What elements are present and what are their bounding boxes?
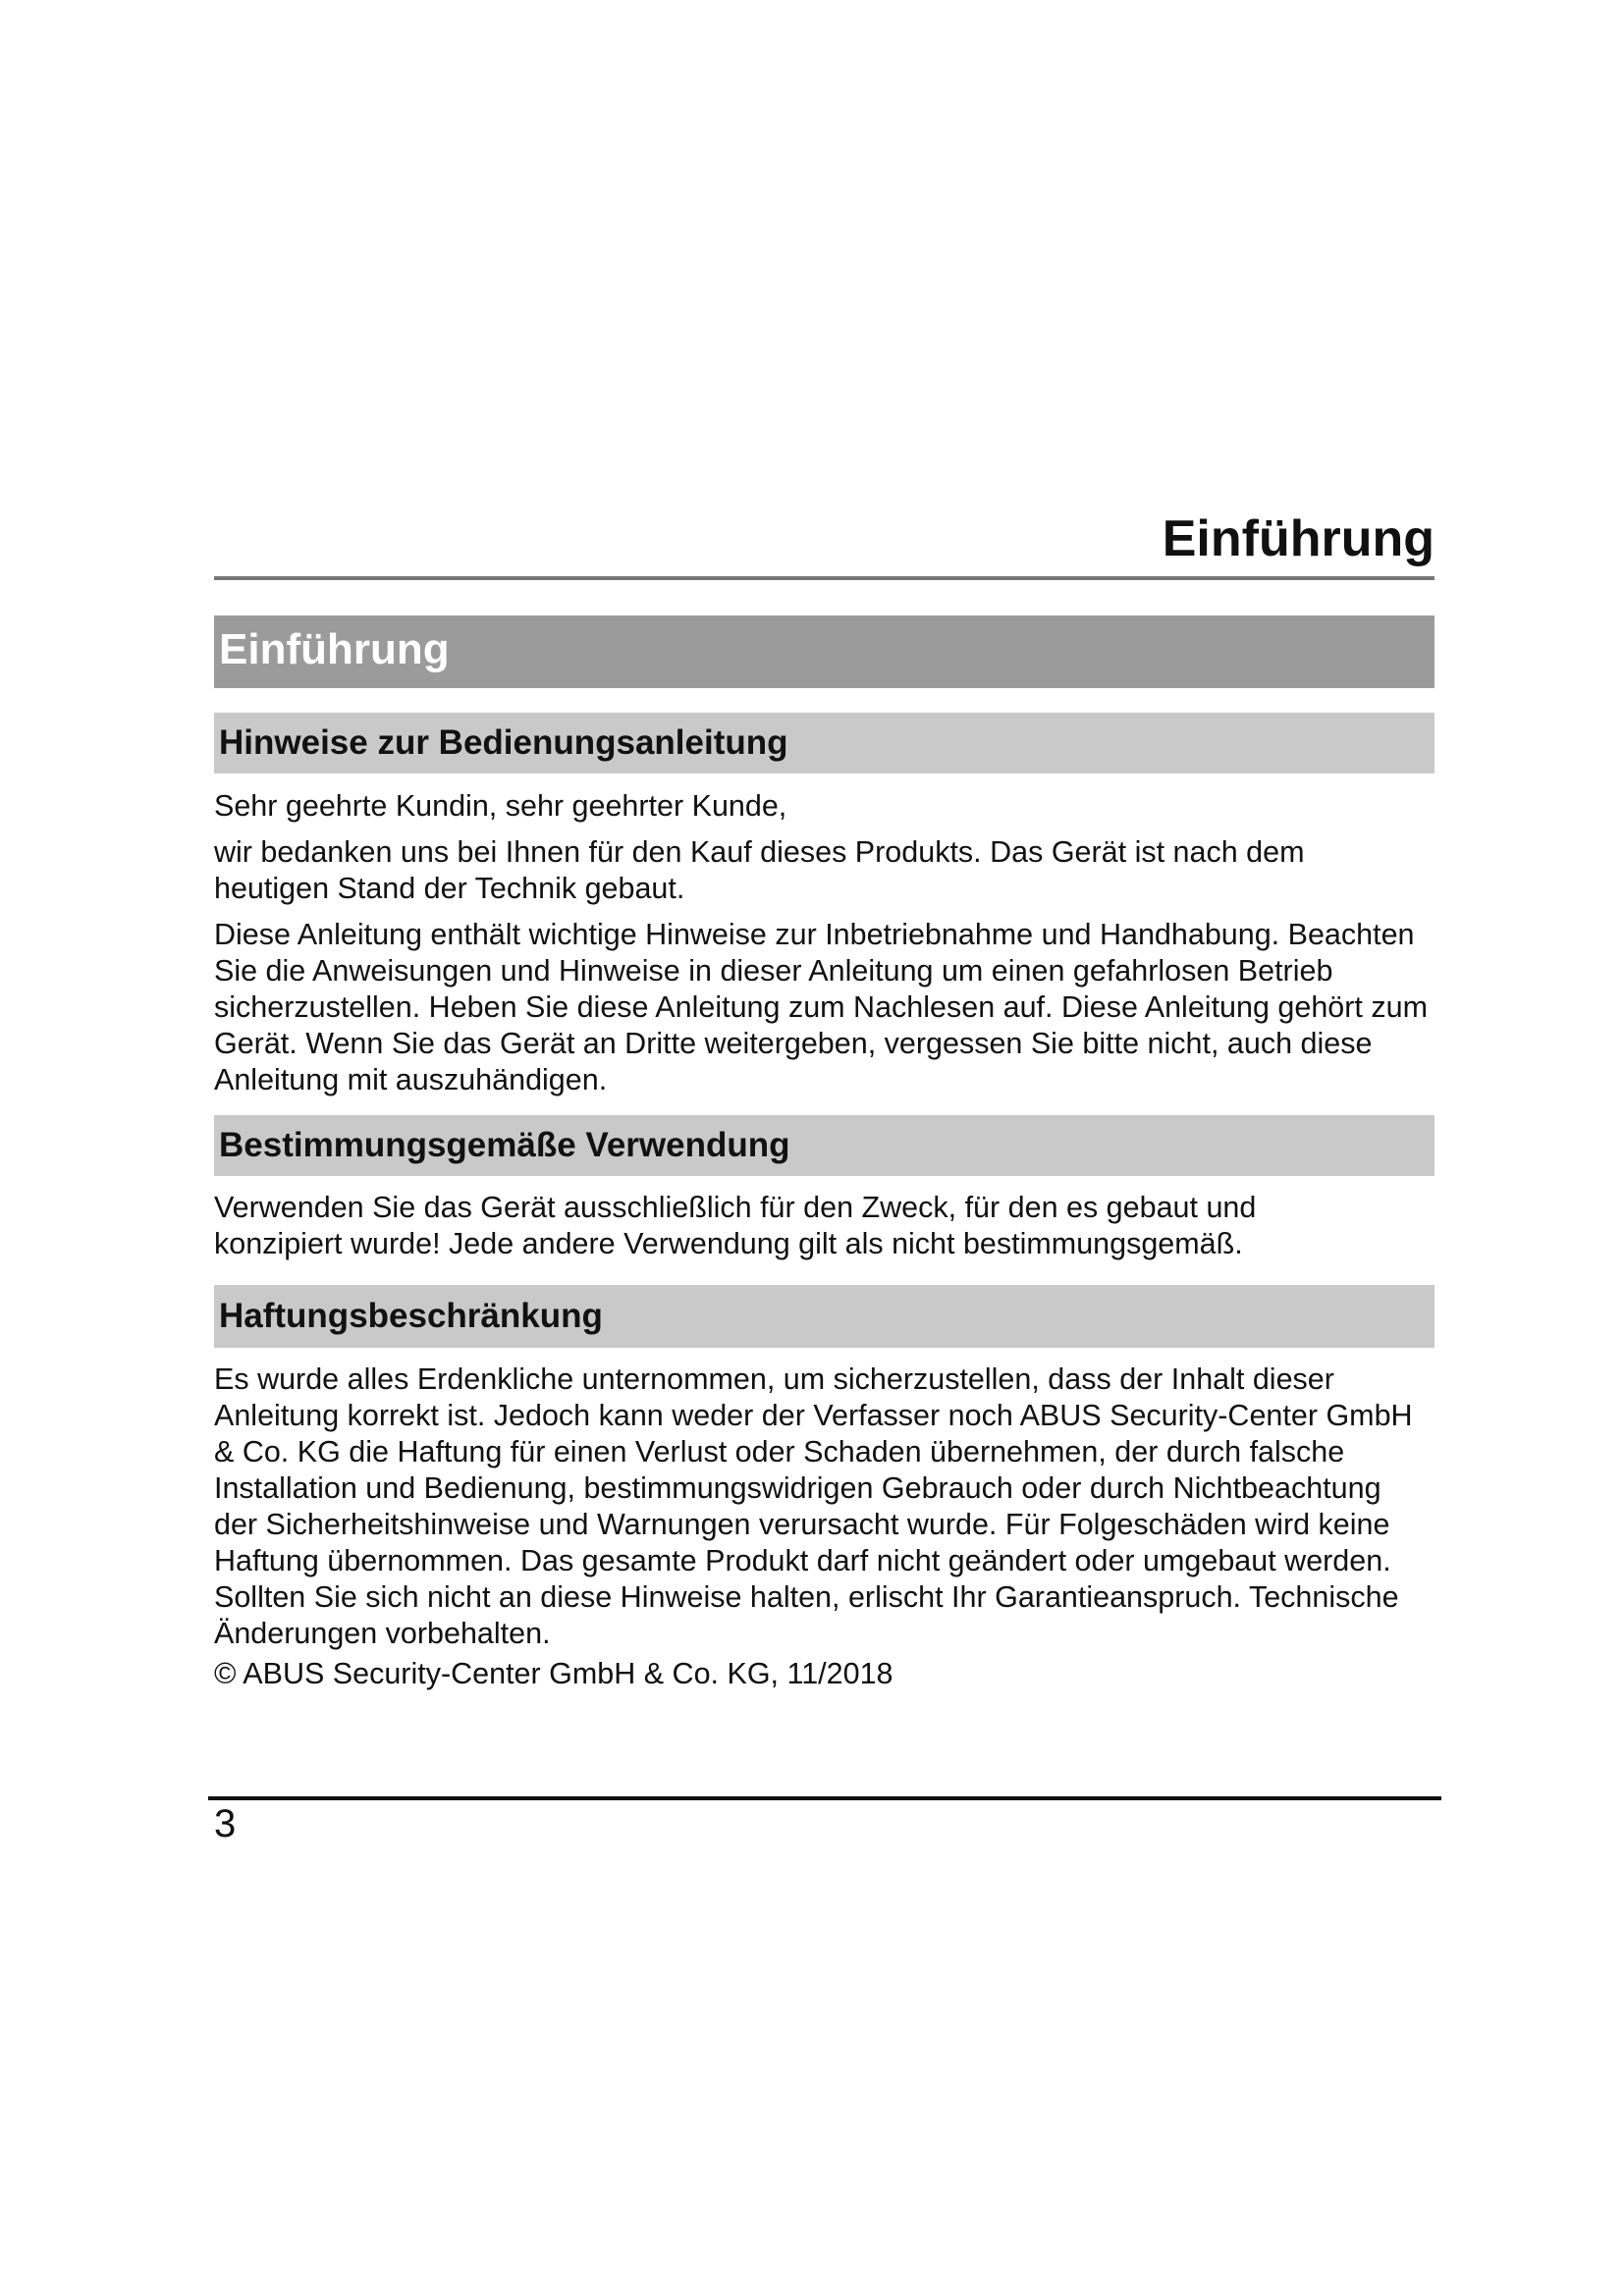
page-number: 3 [214,1802,237,1845]
paragraph-liability: Es wurde alles Erdenkliche unternommen, um sicherzustellen, dass der Inhalt dieser Anleitung korrekt ist. Jedoch kann weder der Verfasser noch ABUS Security-Center GmbH & Co. KG die Haftung für einen Verlust oder Schaden übernehmen, der durch falsche Installation und Bedienung, bestimmungswidrigen Gebrauch oder durch Nichtbeachtung der Sicherheitshinweise und Warnungen verursacht wurde. Für Folgeschäden wird keine Haftung übernommen. Das gesamte Produkt darf nicht geändert oder umgebaut werden. Sollten Sie sich nicht an diese Hinweise halten, erlischt Ihr Garantieanspruch. Technische Änderungen vorbehalten. [214,1362,1413,1650]
copyright-notice: © ABUS Security-Center GmbH & Co. KG, 11/2018 [214,1657,893,1690]
paragraph-greeting: Sehr geehrte Kundin, sehr geehrter Kunde, [214,789,787,823]
footer-divider [208,1796,1441,1800]
section-heading-haftung: Haftungsbeschränkung [214,1285,1435,1348]
chapter-title: Einführung [214,615,1435,688]
paragraph-intended-use: Verwenden Sie das Gerät ausschließlich für den Zweck, für den es gebaut und konzipiert wurde! Jede andere Verwendung gilt als nicht bestimmungsgemäß. [214,1191,1257,1260]
paragraph-instructions: Diese Anleitung enthält wichtige Hinweise zur Inbetriebnahme und Handhabung. Beachten Sie die Anweisungen und Hinweise in dieser Anleitung um einen gefahrlosen Betrieb sicherzustellen. Heben Sie diese Anleitung zum Nachlesen auf. Diese Anleitung gehört zum Gerät. Wenn Sie das Gerät an Dritte weitergeben, vergessen Sie bitte nicht, auch diese Anleitung mit auszuhändigen. [214,918,1428,1096]
section-heading-bedienungsanleitung: Hinweise zur Bedienungsanleitung [214,713,1435,774]
section-heading-verwendung: Bestimmungsgemäße Verwendung [214,1115,1435,1176]
header-divider [214,576,1435,580]
paragraph-thanks: wir bedanken uns bei Ihnen für den Kauf dieses Produkts. Das Gerät ist nach dem heutigen Stand der Technik gebaut. [214,835,1305,905]
page-header-title: Einführung [1162,510,1435,567]
